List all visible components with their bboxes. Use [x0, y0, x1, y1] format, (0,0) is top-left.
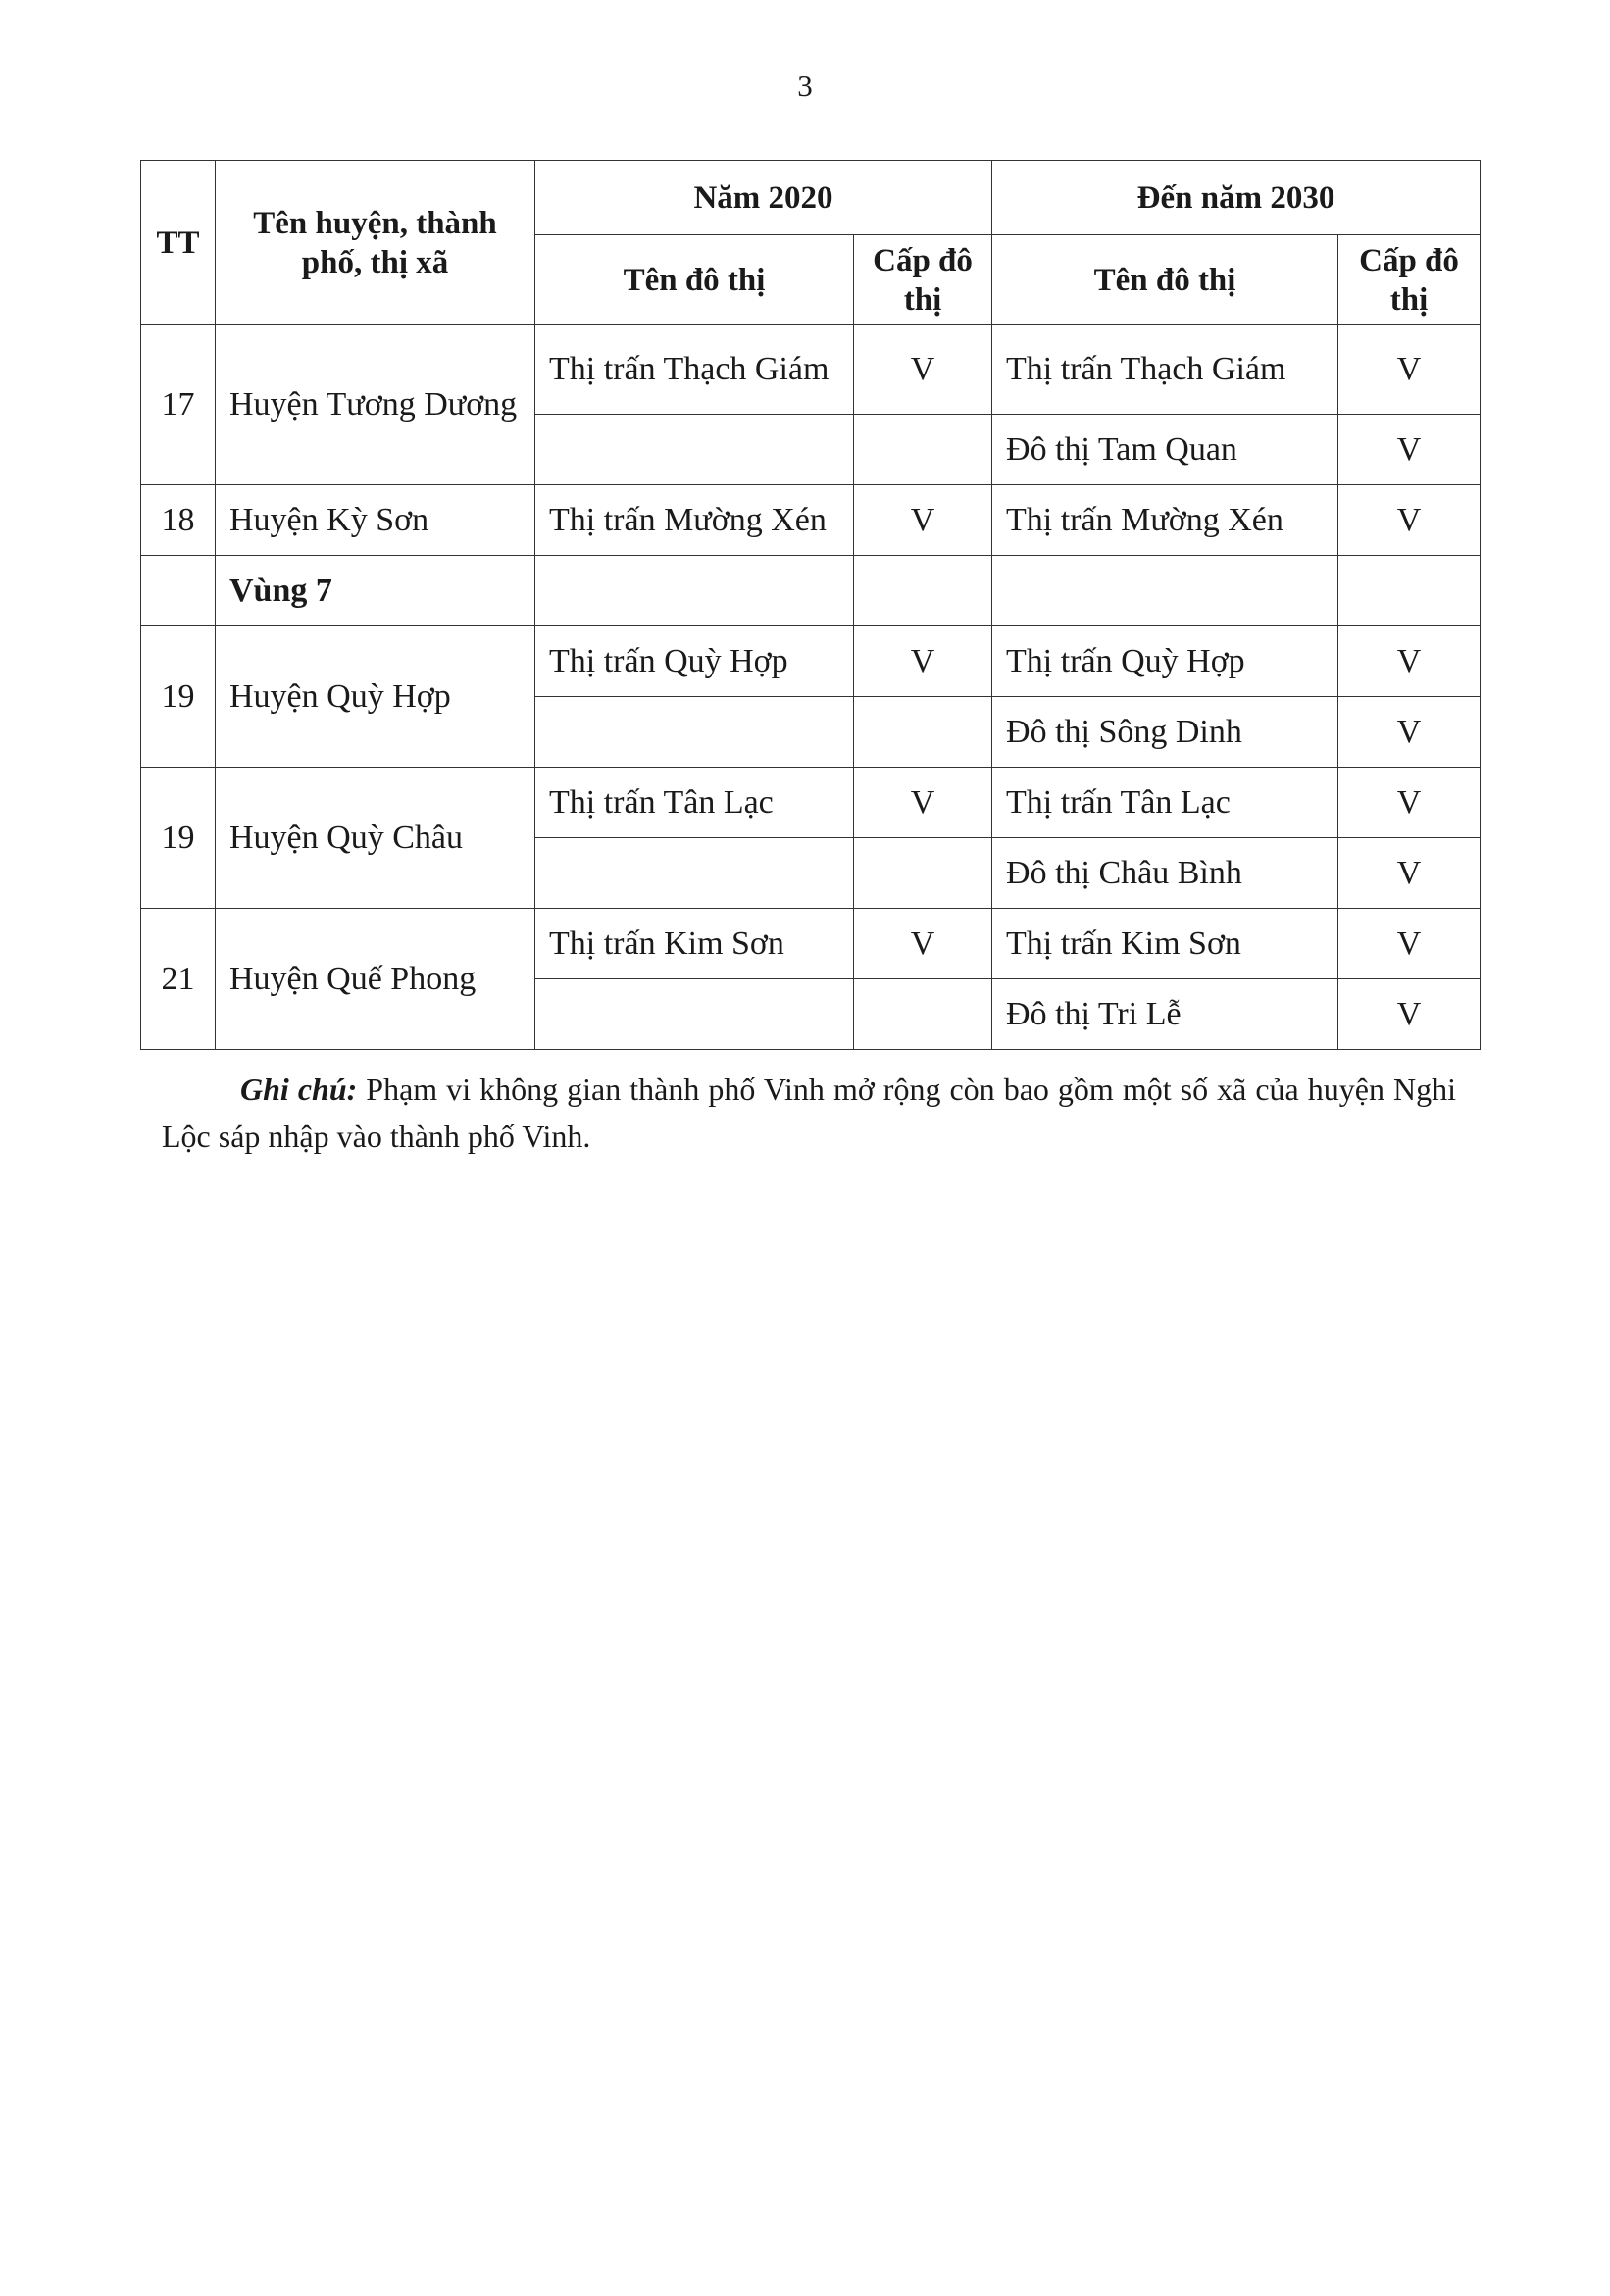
region-empty-cell	[992, 556, 1338, 626]
row-urban-level-2030: V	[1338, 768, 1481, 838]
row-district: Huyện Quỳ Châu	[216, 768, 535, 909]
row-urban-level-2030: V	[1338, 838, 1481, 909]
row-tt: 18	[141, 485, 216, 556]
row-urban-name-2030: Đô thị Tam Quan	[992, 415, 1338, 485]
row-urban-level-2030: V	[1338, 415, 1481, 485]
row-district: Huyện Tương Dương	[216, 325, 535, 485]
row-urban-name-2020-empty	[535, 979, 854, 1050]
row-urban-level-2020: V	[854, 909, 992, 979]
header-urban-name-2030: Tên đô thị	[992, 235, 1338, 325]
region-empty-cell	[854, 556, 992, 626]
row-urban-name-2030: Thị trấn Kim Sơn	[992, 909, 1338, 979]
footnote	[162, 1066, 1456, 1160]
page-number: 3	[797, 69, 813, 103]
row-urban-name-2030: Thị trấn Tân Lạc	[992, 768, 1338, 838]
row-urban-level-2020-empty	[854, 697, 992, 768]
region-row	[141, 556, 1481, 626]
row-urban-name-2020-empty	[535, 697, 854, 768]
header-year-2030: Đến năm 2030	[992, 161, 1481, 235]
row-urban-name-2030: Đô thị Châu Bình	[992, 838, 1338, 909]
row-urban-level-2020-empty	[854, 415, 992, 485]
row-urban-name-2030: Đô thị Sông Dinh	[992, 697, 1338, 768]
row-urban-level-2030: V	[1338, 979, 1481, 1050]
row-urban-level-2020: V	[854, 485, 992, 556]
row-urban-level-2030: V	[1338, 697, 1481, 768]
row-urban-level-2020: V	[854, 626, 992, 697]
row-urban-name-2030: Đô thị Tri Lễ	[992, 979, 1338, 1050]
region-label: Vùng 7	[216, 556, 535, 626]
row-tt: 21	[141, 909, 216, 1050]
row-urban-level-2030: V	[1338, 485, 1481, 556]
row-urban-name-2020-empty	[535, 415, 854, 485]
row-urban-level-2020-empty	[854, 838, 992, 909]
row-urban-name-2020-empty	[535, 838, 854, 909]
row-urban-name-2020: Thị trấn Tân Lạc	[535, 768, 854, 838]
row-urban-name-2020: Thị trấn Mường Xén	[535, 485, 854, 556]
row-urban-name-2030: Thị trấn Quỳ Hợp	[992, 626, 1338, 697]
header-year-2020: Năm 2020	[535, 161, 992, 235]
row-district: Huyện Quỳ Hợp	[216, 626, 535, 768]
row-urban-name-2030: Thị trấn Thạch Giám	[992, 325, 1338, 415]
table-row	[141, 325, 1481, 415]
row-tt: 19	[141, 626, 216, 768]
header-urban-level-2030: Cấp đô thị	[1338, 235, 1481, 325]
row-urban-level-2030: V	[1338, 909, 1481, 979]
row-tt: 17	[141, 325, 216, 485]
row-tt: 19	[141, 768, 216, 909]
row-urban-name-2030: Thị trấn Mường Xén	[992, 485, 1338, 556]
row-urban-name-2020: Thị trấn Thạch Giám	[535, 325, 854, 415]
header-district: Tên huyện, thành phố, thị xã	[216, 161, 535, 325]
table-row	[141, 909, 1481, 979]
region-tt-empty	[141, 556, 216, 626]
urban-planning-table	[140, 160, 1481, 1050]
row-district: Huyện Kỳ Sơn	[216, 485, 535, 556]
row-urban-level-2030: V	[1338, 626, 1481, 697]
header-tt: TT	[141, 161, 216, 325]
table-row	[141, 485, 1481, 556]
region-empty-cell	[1338, 556, 1481, 626]
region-empty-cell	[535, 556, 854, 626]
row-urban-name-2020: Thị trấn Quỳ Hợp	[535, 626, 854, 697]
row-urban-level-2020-empty	[854, 979, 992, 1050]
header-urban-level-2020: Cấp đô thị	[854, 235, 992, 325]
table-row	[141, 768, 1481, 838]
header-urban-name-2020: Tên đô thị	[535, 235, 854, 325]
row-urban-level-2020: V	[854, 325, 992, 415]
row-urban-name-2020: Thị trấn Kim Sơn	[535, 909, 854, 979]
row-urban-level-2020: V	[854, 768, 992, 838]
footnote-text: Phạm vi không gian thành phố Vinh mở rộng còn bao gồm một số xã của huyện Nghi Lộc sáp nhập vào thành phố Vinh.	[162, 1072, 1457, 1154]
table-row	[141, 626, 1481, 697]
row-district: Huyện Quế Phong	[216, 909, 535, 1050]
row-urban-level-2030: V	[1338, 325, 1481, 415]
footnote-label: Ghi chú:	[240, 1072, 358, 1107]
